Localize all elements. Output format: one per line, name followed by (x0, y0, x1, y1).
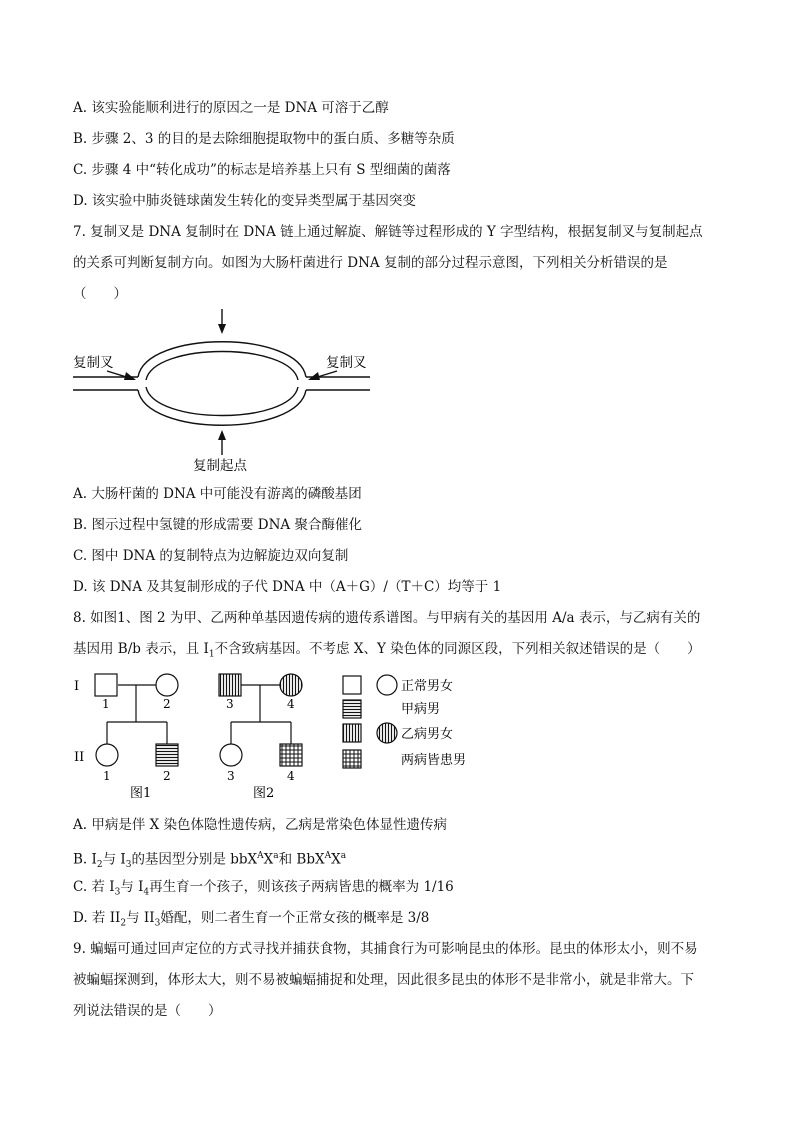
q7-option-d: D. 该 DNA 及其复制形成的子代 DNA 中（A＋G）/（T＋C）均等于 1 (73, 579, 502, 595)
pedigree-num: 4 (287, 697, 295, 711)
q7-option-a: A. 大肠杆菌的 DNA 中可能没有游离的磷酸基团 (73, 486, 362, 502)
q8-stem-line1: 8. 如图1、图 2 为甲、乙两种单基因遗传病的遗传系谱图。与甲病有关的基因用 A/a 表示，与乙病有关的 (73, 610, 701, 626)
pedigree-num: 3 (227, 769, 235, 783)
generation-II-label: II (74, 750, 85, 765)
q8-option-d: D. 若 $II_2$与 $II_3$婚配，则二者生育一个正常女孩的概率是 3/8 (73, 910, 430, 929)
pedigree-num: 1 (103, 769, 111, 783)
legend-yi: 乙病男女 (401, 727, 454, 742)
q6-option-d: D. 该实验中肺炎链球菌发生转化的变异类型属于基因突变 (73, 193, 416, 209)
q8-stem-line2: 基因用 B/b 表示，且 $I_1$不含致病基因。不考虑 X、Y 染色体的同源区段，下列相关叙述错误的是（ ） (73, 641, 701, 660)
q7-option-c: C. 图中 DNA 的复制特点为边解旋边双向复制 (73, 548, 349, 564)
q7-option-b: B. 图示过程中氢键的形成需要 DNA 聚合酶催化 (73, 517, 362, 533)
legend-both-male: 两病皆患男 (401, 753, 467, 768)
generation-I-label: I (74, 679, 80, 694)
pedigree-num: 2 (163, 769, 171, 783)
q8-option-b: B. $I_2$与 $I_3$的基因型分别是 $bbX^AX^a$和 $BbX^AX^a$ (73, 851, 347, 871)
fig-bottom-label: 复制起点 (193, 458, 247, 474)
fig-left-label: 复制叉 (73, 355, 114, 371)
q8-option-a: A. 甲病是伴 X 染色体隐性遗传病，乙病是常染色体显性遗传病 (73, 817, 448, 833)
q7-stem-line3: （ ） (73, 286, 127, 302)
q8-option-c: C. 若 $I_3$与 $I_4$再生育一个孩子，则该孩子两病皆患的概率为 1/16 (73, 879, 454, 898)
pedigree-num: 3 (226, 697, 234, 711)
q9-stem-line1: 9. 蝙蝠可通过回声定位的方式寻找并捕获食物，其捕食行为可影响昆虫的体形。昆虫的体形太小，则不易 (73, 941, 698, 957)
fig-right-label: 复制叉 (326, 355, 367, 371)
fig1-caption: 图1 (130, 786, 152, 801)
fig2-caption: 图2 (253, 786, 275, 801)
pedigree-num: 4 (287, 769, 295, 783)
q6-option-a: A. 该实验能顺利进行的原因之一是 DNA 可溶于乙醇 (73, 100, 389, 116)
legend-jia-male: 甲病男 (401, 702, 441, 717)
pedigree-num: 2 (163, 697, 171, 711)
pedigree-num: 1 (102, 697, 110, 711)
q6-option-c: C. 步骤 4 中“转化成功”的标志是培养基上只有 S 型细菌的菌落 (73, 162, 451, 178)
legend-normal: 正常男女 (401, 679, 454, 694)
q9-stem-line3: 列说法错误的是（ ） (73, 1003, 222, 1019)
q7-stem-line2: 的关系可判断复制方向。如图为大肠杆菌进行 DNA 复制的部分过程示意图，下列相关分析错误的是 (73, 255, 668, 271)
q7-stem-line1: 7. 复制叉是 DNA 复制时在 DNA 链上通过解旋、解链等过程形成的 Y 字型结构，根据复制叉与复制起点 (73, 224, 703, 240)
q6-option-b: B. 步骤 2、3 的目的是去除细胞提取物中的蛋白质、多糖等杂质 (73, 131, 455, 147)
q9-stem-line2: 被蝙蝠探测到，体形太大，则不易被蝙蝠捕捉和处理，因此很多昆虫的体形不是非常小，就是非常大。下 (73, 972, 694, 988)
